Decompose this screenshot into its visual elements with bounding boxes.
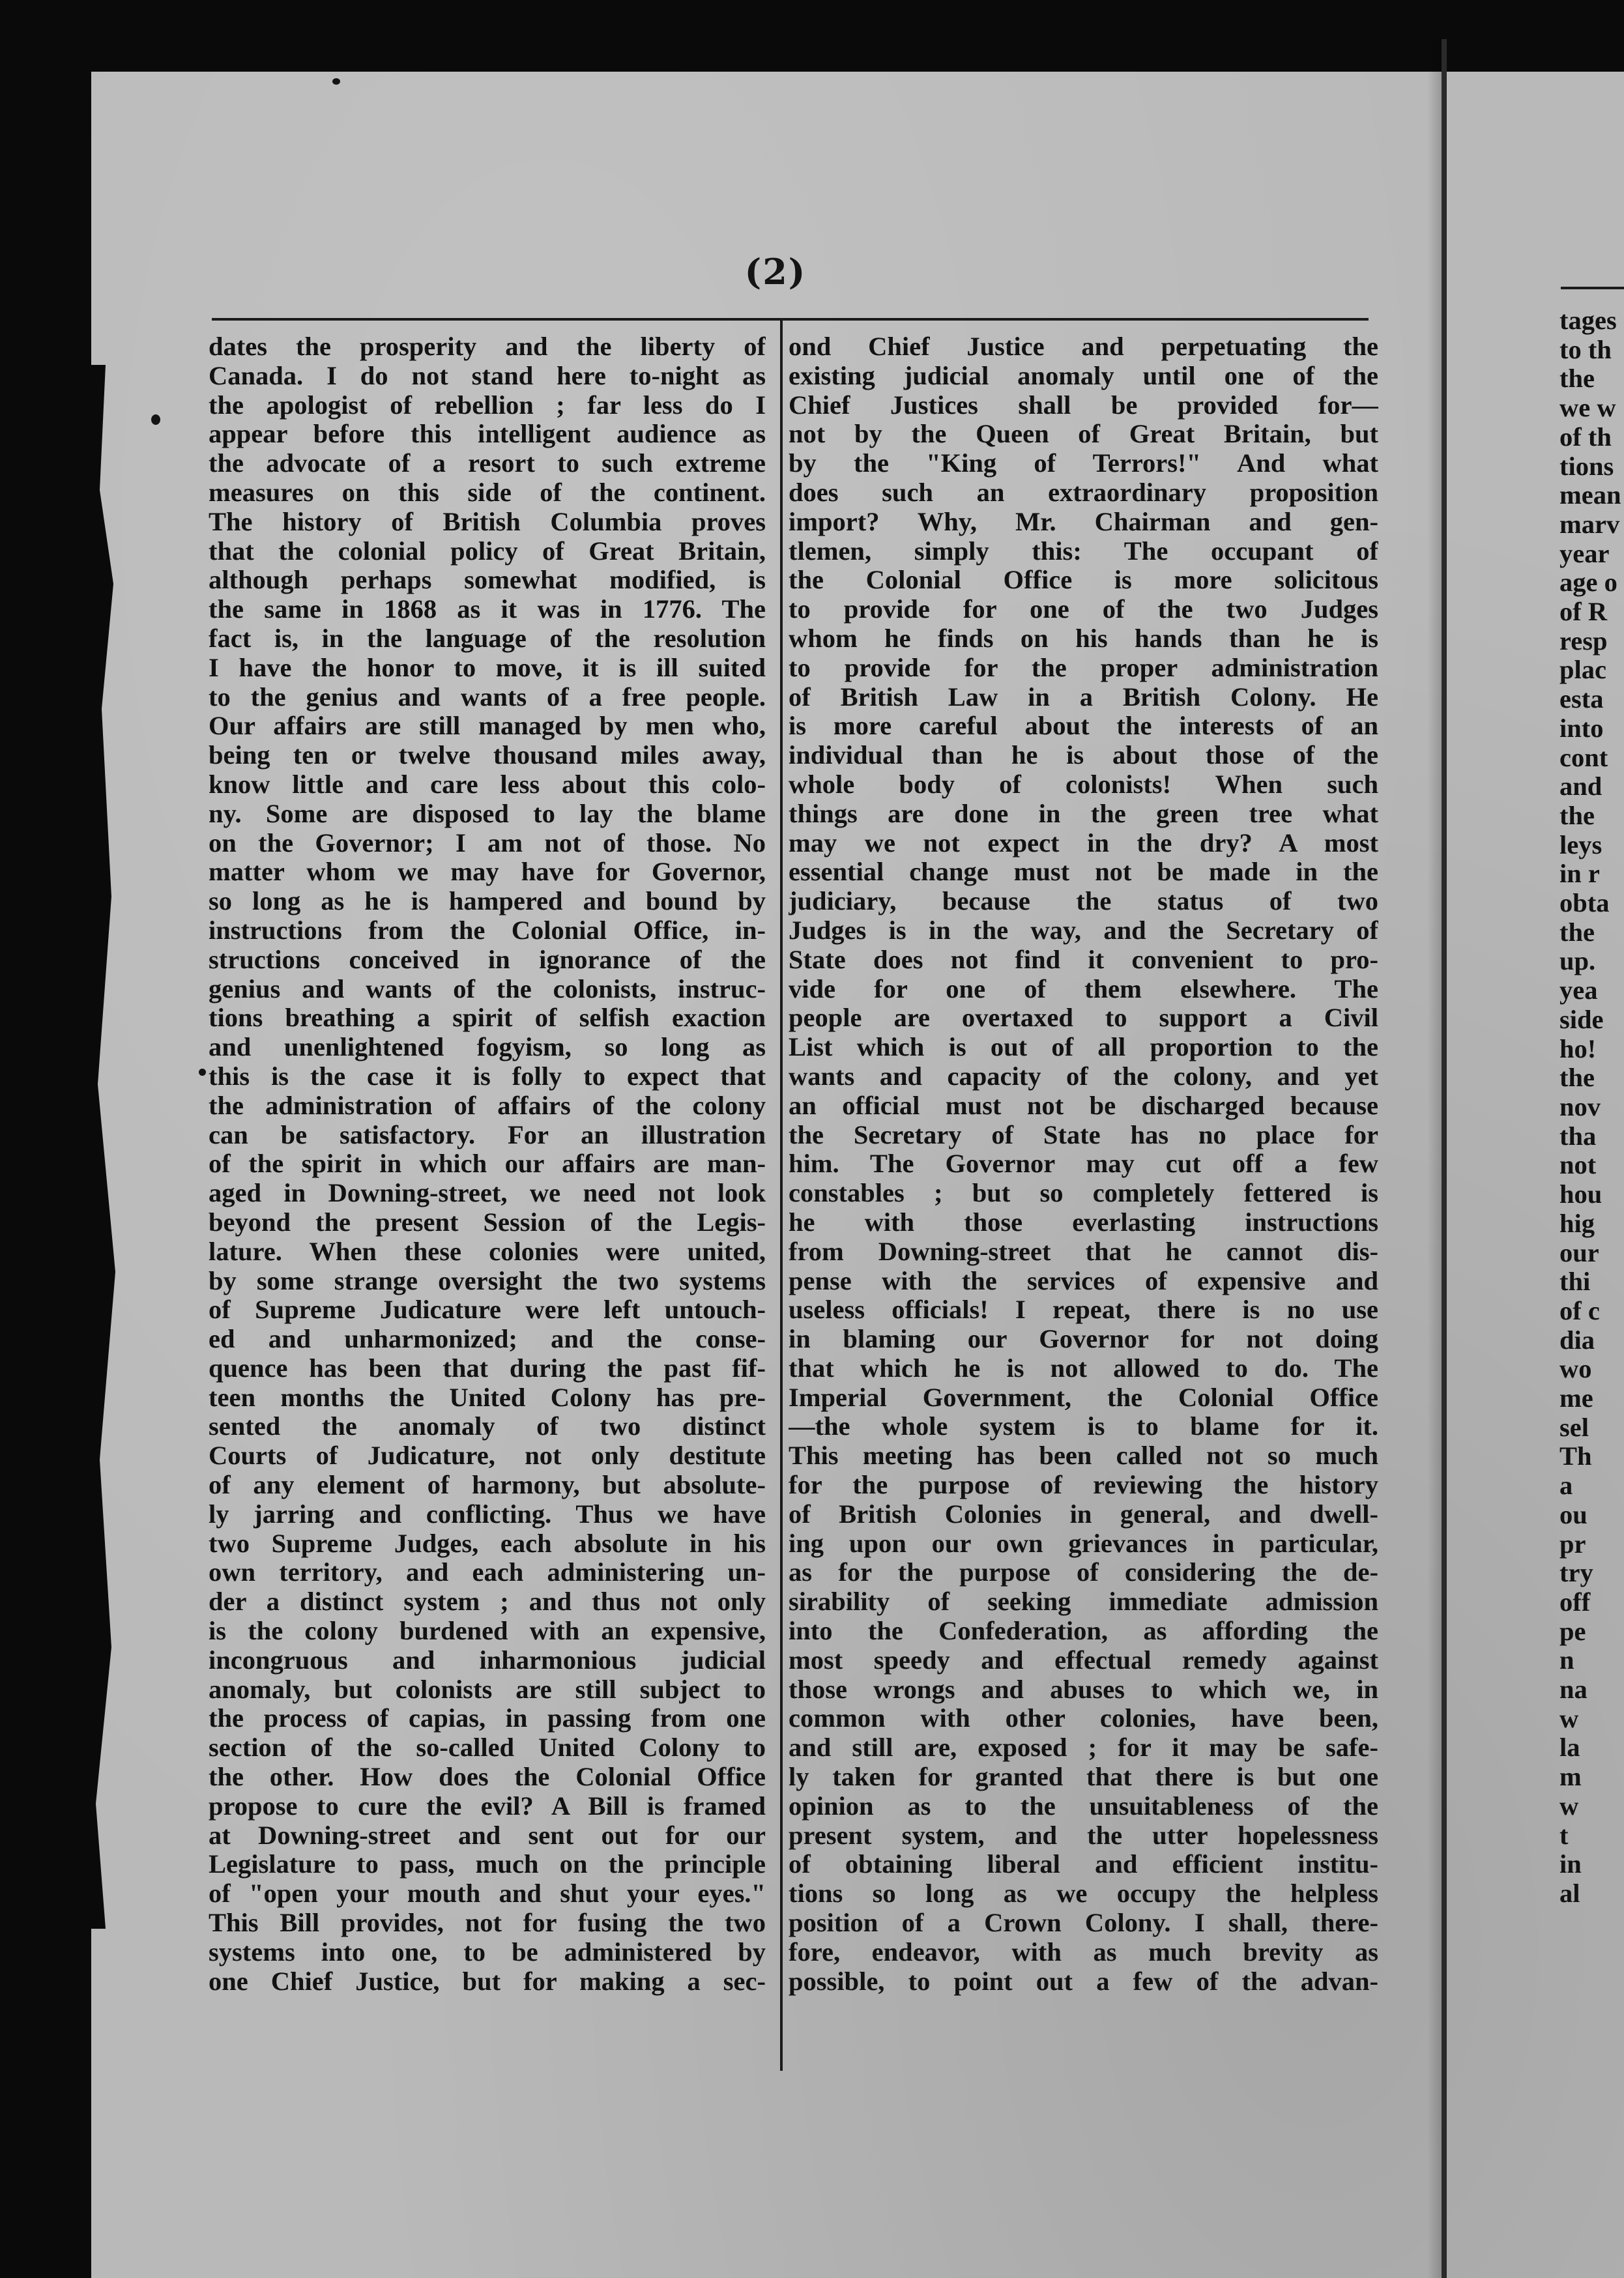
next-page-line-fragment: ho! [1559,1034,1597,1063]
text-line: The history of British Columbia proves [209,507,766,536]
text-line: present system, and the utter hopelessness [789,1821,1378,1850]
text-line: does such an extraordinary proposition [789,478,1378,507]
text-line: fore, endeavor, with as much brevity as [789,1937,1378,1967]
text-line: I have the honor to move, it is ill suited [209,653,766,682]
text-line: the advocate of a resort to such extreme [209,449,766,478]
text-line: and still are, exposed ; for it may be safe- [789,1733,1378,1763]
next-page-line-fragment: of c [1559,1296,1600,1325]
text-line: that which he is not allowed to do. The [789,1353,1378,1383]
text-line: State does not find it convenient to pro- [789,945,1378,974]
next-page-line-fragment: marv [1559,510,1620,539]
next-page-line-fragment: the [1559,364,1595,394]
text-line: the Colonial Office is more solicitous [789,566,1378,595]
text-line: matter whom we may have for Governor, [209,858,766,887]
text-line: into the Confederation, as affording the [789,1617,1378,1646]
text-line: own territory, and each administering un- [209,1558,766,1587]
text-line: that the colonial policy of Great Britain, [209,536,766,566]
text-line: most speedy and effectual remedy against [789,1645,1378,1675]
text-line: wants and capacity of the colony, and yet [789,1061,1378,1091]
text-line: sented the anomaly of two distinct [209,1412,766,1441]
text-line: Imperial Government, the Colonial Office [789,1383,1378,1412]
page-number: (2) [744,251,807,293]
text-line: existing judicial anomaly until one of the [789,361,1378,390]
text-line: by the "King of Terrors!" And what [789,449,1378,478]
next-page-line-fragment: the [1559,917,1595,947]
text-line: lature. When these colonies were united, [209,1237,766,1266]
next-page-line-fragment: and [1559,772,1602,801]
text-line: tions so long as we occupy the helpless [789,1879,1378,1909]
next-page-line-fragment: try [1559,1559,1593,1588]
text-line: for the purpose of reviewing the history [789,1471,1378,1500]
next-page-line-fragment: our [1559,1238,1599,1267]
next-page-line-fragment: obta [1559,889,1610,918]
next-page-line-fragment: we w [1559,394,1616,423]
next-page-line-fragment: t [1559,1821,1569,1850]
text-line: propose to cure the evil? A Bill is framed [209,1791,766,1821]
header-rule [212,318,1369,321]
text-line: to provide for one of the two Judges [789,595,1378,624]
text-line: Canada. I do not stand here to-night as [209,361,766,390]
next-page-line-fragment: to th [1559,335,1612,364]
text-line: aged in Downing-street, we need not look [209,1179,766,1208]
next-page-line-fragment: cont [1559,743,1608,772]
text-line: section of the so-called United Colony to [209,1733,766,1763]
text-line: constables ; but so completely fettered is [789,1179,1378,1208]
text-line: useless officials! I repeat, there is no use [789,1295,1378,1325]
text-line: in blaming our Governor for not doing [789,1325,1378,1354]
text-line: this is the case it is folly to expect that [209,1061,766,1091]
text-line: can be satisfactory. For an illustration [209,1120,766,1149]
fold-shadow [1427,39,1442,2278]
text-line: and unenlightened fogyism, so long as [209,1033,766,1062]
next-page-line-fragment: me [1559,1384,1593,1413]
right-text-column [789,332,1378,2066]
next-page-line-fragment: into [1559,714,1604,743]
next-page-line-fragment: pe [1559,1617,1586,1646]
ink-speck [332,78,340,85]
text-line: know little and care less about this colo- [209,770,766,799]
text-line: the Secretary of State has no place for [789,1120,1378,1149]
next-page-line-fragment: nov [1559,1092,1601,1121]
text-line: appear before this intelligent audience as [209,420,766,449]
ink-speck [151,414,160,425]
left-text-column [209,332,766,2066]
text-line: is more careful about the interests of an [789,712,1378,741]
next-page-line-fragment: wo [1559,1355,1592,1384]
text-line: essential change must not be made in the [789,858,1378,887]
text-line: der a distinct system ; and thus not only [209,1587,766,1617]
text-line: dates the prosperity and the liberty of [209,332,766,361]
next-page-line-fragment: al [1559,1879,1580,1908]
next-page-line-fragment: a [1559,1471,1573,1501]
text-line: being ten or twelve thousand miles away, [209,741,766,770]
text-line: of any element of harmony, but absolute- [209,1471,766,1500]
text-line: judiciary, because the status of two [789,887,1378,916]
text-line: at Downing-street and sent out for our [209,1821,766,1850]
next-page-line-fragment: sel [1559,1413,1589,1442]
text-line: quence has been that during the past fif- [209,1353,766,1383]
text-line: instructions from the Colonial Office, in- [209,916,766,945]
text-line: the administration of affairs of the colony [209,1091,766,1120]
column-divider [780,318,783,2071]
text-line: ed and unharmonized; and the conse- [209,1325,766,1354]
next-page-line-fragment: mean [1559,481,1621,510]
text-line: Our affairs are still managed by men who, [209,712,766,741]
text-line: genius and wants of the colonists, instruc- [209,974,766,1003]
text-line: things are done in the green tree what [789,799,1378,828]
text-line: tions breathing a spirit of selfish exaction [209,1003,766,1033]
text-line: position of a Crown Colony. I shall, there- [789,1909,1378,1938]
ink-speck [199,1069,206,1076]
next-page-line-fragment: m [1559,1763,1582,1792]
text-line: of British Colonies in general, and dwell- [789,1499,1378,1529]
text-line: Courts of Judicature, not only destitute [209,1441,766,1471]
text-line: structions conceived in ignorance of the [209,945,766,974]
next-page-line-fragment: of th [1559,422,1612,452]
text-line: of Supreme Judicature were left untouch- [209,1295,766,1325]
text-line: This Bill provides, not for fusing the two [209,1909,766,1938]
text-line: of obtaining liberal and efficient institu- [789,1850,1378,1879]
next-page-line-fragment: side [1559,1005,1604,1034]
next-page-line-fragment: the [1559,1063,1595,1093]
text-line: ly taken for granted that there is but one [789,1763,1378,1792]
next-page-text-fragment [1559,306,1624,2066]
text-line: as for the purpose of considering the de- [789,1558,1378,1587]
text-line: sirability of seeking immediate admission [789,1587,1378,1617]
next-page-line-fragment: not [1559,1151,1597,1180]
next-page-line-fragment: thi [1559,1267,1591,1297]
next-page-line-fragment: n [1559,1646,1574,1675]
next-page-line-fragment: in [1559,1850,1582,1879]
text-line: This meeting has been called not so much [789,1441,1378,1471]
text-line: fact is, in the language of the resolution [209,624,766,653]
text-line: vide for one of them elsewhere. The [789,974,1378,1003]
next-page-line-fragment: year [1559,539,1610,568]
next-page-line-fragment: plac [1559,656,1607,685]
text-line: ly jarring and conflicting. Thus we have [209,1499,766,1529]
text-line: import? Why, Mr. Chairman and gen- [789,507,1378,536]
text-line: to provide for the proper administration [789,653,1378,682]
next-page-line-fragment: w [1559,1704,1579,1733]
text-line: possible, to point out a few of the advan- [789,1967,1378,1996]
text-line: teen months the United Colony has pre- [209,1383,766,1412]
text-line: one Chief Justice, but for making a sec- [209,1967,766,1996]
text-line: Legislature to pass, much on the principle [209,1850,766,1879]
text-line: an official must not be discharged because [789,1091,1378,1120]
next-page-line-fragment: age o [1559,568,1617,598]
next-page-line-fragment: w [1559,1791,1579,1821]
text-line: on the Governor; I am not of those. No [209,828,766,858]
text-line: the process of capias, in passing from one [209,1704,766,1733]
text-line: the other. How does the Colonial Office [209,1763,766,1792]
text-line: anomaly, but colonists are still subject to [209,1675,766,1704]
text-line: opinion as to the unsuitableness of the [789,1791,1378,1821]
text-line: two Supreme Judges, each absolute in his [209,1529,766,1558]
next-page-line-fragment: the [1559,801,1595,830]
next-page-line-fragment: hig [1559,1209,1595,1238]
text-line: the apologist of rebellion ; far less do I [209,390,766,420]
next-page-line-fragment: leys [1559,830,1602,859]
next-page-header-rule [1561,287,1624,289]
next-page-line-fragment: pr [1559,1529,1586,1559]
text-line: common with other colonies, have been, [789,1704,1378,1733]
text-line: the same in 1868 as it was in 1776. The [209,595,766,624]
text-line: although perhaps somewhat modified, is [209,566,766,595]
text-line: him. The Governor may cut off a few [789,1149,1378,1179]
text-line: those wrongs and abuses to which we, in [789,1675,1378,1704]
text-line: by some strange oversight the two systems [209,1266,766,1295]
text-line: whole body of colonists! When such [789,770,1378,799]
next-page-line-fragment: dia [1559,1325,1595,1355]
next-page-line-fragment: yea [1559,976,1598,1005]
next-page-line-fragment: up. [1559,947,1596,976]
next-page-line-fragment: ou [1559,1500,1588,1529]
text-line: of British Law in a British Colony. He [789,682,1378,712]
text-line: of "open your mouth and shut your eyes." [209,1879,766,1909]
next-page-line-fragment: hou [1559,1180,1602,1209]
text-line: Judges is in the way, and the Secretary of [789,916,1378,945]
text-line: Chief Justices shall be provided for— [789,390,1378,420]
next-page-line-fragment: na [1559,1675,1588,1705]
text-line: individual than he is about those of the [789,741,1378,770]
text-line: he with those everlasting instructions [789,1207,1378,1237]
text-line: —the whole system is to blame for it. [789,1412,1378,1441]
next-page-line-fragment: Th [1559,1442,1592,1471]
text-line: so long as he is hampered and bound by [209,887,766,916]
text-line: pense with the services of expensive and [789,1266,1378,1295]
page-fold-line [1442,39,1447,2278]
text-line: from Downing-street that he cannot dis- [789,1237,1378,1266]
text-line: to the genius and wants of a free people. [209,682,766,712]
text-line: List which is out of all proportion to the [789,1033,1378,1062]
text-line: not by the Queen of Great Britain, but [789,420,1378,449]
next-page-line-fragment: tions [1559,452,1614,481]
text-line: of the spirit in which our affairs are man- [209,1149,766,1179]
text-line: tlemen, simply this: The occupant of [789,536,1378,566]
next-page-line-fragment: resp [1559,626,1608,656]
text-line: beyond the present Session of the Legis- [209,1207,766,1237]
next-page-line-fragment: la [1559,1733,1580,1763]
text-line: may we not expect in the dry? A most [789,828,1378,858]
text-line: people are overtaxed to support a Civil [789,1003,1378,1033]
text-line: is the colony burdened with an expensive, [209,1617,766,1646]
next-page-line-fragment: tages [1559,306,1617,335]
next-page-line-fragment: off [1559,1587,1591,1617]
text-line: ond Chief Justice and perpetuating the [789,332,1378,361]
text-line: incongruous and inharmonious judicial [209,1645,766,1675]
text-line: systems into one, to be administered by [209,1937,766,1967]
text-line: measures on this side of the continent. [209,478,766,507]
next-page-line-fragment: esta [1559,685,1604,714]
text-line: ny. Some are disposed to lay the blame [209,799,766,828]
next-page-line-fragment: of R [1559,598,1608,627]
next-page-line-fragment: tha [1559,1121,1597,1151]
next-page-line-fragment: in r [1559,859,1600,889]
text-line: ing upon our own grievances in particular, [789,1529,1378,1558]
text-line: whom he finds on his hands than he is [789,624,1378,653]
